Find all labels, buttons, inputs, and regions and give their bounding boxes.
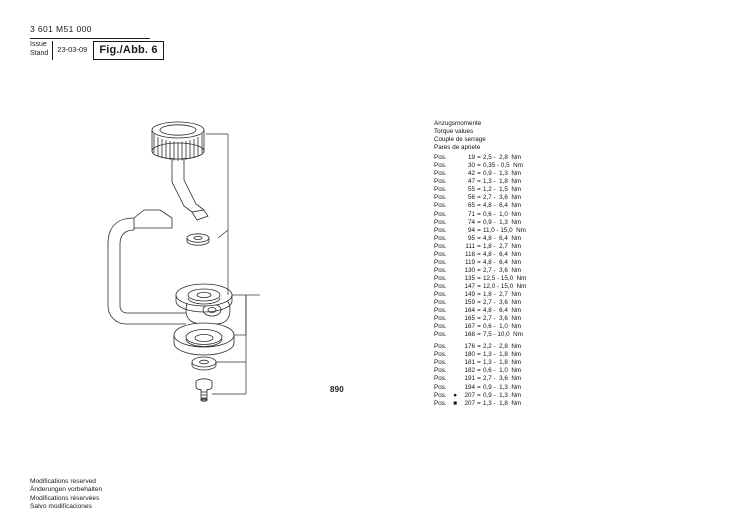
torque-mark [450,323,458,331]
torque-value: 0,9 - 1,3 Nm [483,391,522,399]
torque-equals: = [477,351,481,359]
torque-pos-number: 74 [467,218,475,226]
torque-value: 2,2 - 2,8 Nm [483,343,522,351]
torque-equals: = [477,226,481,234]
torque-value: 7,5 - 10,0 Nm [483,331,523,339]
torque-pos-label: Pos. [434,323,447,331]
torque-equals: = [477,331,481,339]
torque-pos-number: 111 [465,242,475,250]
torque-value: 12,5 - 15,0 Nm [483,274,527,282]
torque-mark [450,178,458,186]
torque-pos-label: Pos. [434,242,447,250]
torque-pos-number: 180 [464,351,475,359]
issue-labels [30,41,52,58]
torque-value: 1,3 - 1,8 Nm [483,399,522,407]
torque-row [434,211,614,219]
torque-mark: ■ [453,399,457,407]
torque-equals: = [477,186,481,194]
torque-value: 4,8 - 6,4 Nm [483,258,522,266]
torque-value: 2,7 - 3,6 Nm [483,375,522,383]
torque-equals: = [477,367,481,375]
torque-pos-label: Pos. [434,234,447,242]
issue-label-de: Stand [30,49,49,57]
torque-value: 2,7 - 3,6 Nm [483,194,522,202]
torque-value: 2,7 - 3,6 Nm [483,266,522,274]
flange-disc-lower [174,323,234,355]
torque-value: 11,0 - 15,0 Nm [483,226,526,234]
torque-row [434,392,614,400]
torque-pos-number: 19 [467,154,475,162]
torque-values-table [434,120,614,408]
torque-row [434,351,614,359]
torque-pos-label: Pos. [434,154,447,162]
figure-box: Fig./Abb. 6 [93,41,163,60]
torque-title-es: Pares de apriete [434,144,481,152]
torque-mark [450,283,458,291]
torque-equals: = [477,375,481,383]
torque-equals: = [477,218,481,226]
torque-pos-label: Pos. [434,331,447,339]
torque-pos-label: Pos. [434,210,447,218]
torque-row [434,299,614,307]
torque-pos-number: 56 [467,194,475,202]
torque-mark [450,275,458,283]
torque-value: 1,3 - 1,8 Nm [483,351,522,359]
torque-row [434,170,614,178]
torque-value: 0,35 - 0,5 Nm [483,162,523,170]
torque-pos-number: 95 [467,234,475,242]
illustration-svg [100,110,430,420]
document-footer [30,478,102,512]
torque-equals: = [477,383,481,391]
torque-pos-label: Pos. [434,282,447,290]
torque-pos-number: 47 [467,178,475,186]
torque-value: 1,8 - 2,7 Nm [483,290,522,298]
torque-equals: = [477,274,481,282]
issue-row [30,41,330,60]
torque-pos-label: Pos. [434,186,447,194]
footer-line-fr: Modifications réservées [30,494,100,502]
torque-pos-number: 94 [467,226,475,234]
torque-row [434,178,614,186]
torque-value: 0,6 - 1,0 Nm [483,367,522,375]
exploded-view-illustration [100,110,430,420]
torque-equals: = [477,343,481,351]
torque-mark [450,162,458,170]
torque-mark: ● [453,391,457,399]
torque-pos-number: 55 [467,186,475,194]
torque-row [434,331,614,339]
torque-value: 2,7 - 3,6 Nm [483,299,522,307]
torque-pos-number: 165 [464,315,475,323]
torque-equals: = [477,250,481,258]
torque-mark [450,243,458,251]
torque-mark [450,351,458,359]
torque-mark [450,194,458,202]
torque-value: 4,8 - 6,4 Nm [483,307,522,315]
torque-pos-number: 194 [464,383,475,391]
torque-row [434,359,614,367]
torque-row [434,251,614,259]
torque-mark [450,259,458,267]
knob-head [152,122,204,161]
knob-shaft [172,158,208,220]
torque-pos-label: Pos. [434,307,447,315]
torque-equals: = [477,194,481,202]
torque-pos-number: 119 [464,258,475,266]
footer-line-en: Modifications reserved [30,477,96,485]
torque-pos-label: Pos. [434,383,447,391]
torque-mark [450,170,458,178]
torque-value: 1,3 - 1,8 Nm [483,178,522,186]
torque-pos-label: Pos. [434,202,447,210]
torque-pos-label: Pos. [434,399,447,407]
torque-title-fr: Couple de serrage [434,136,486,144]
torque-equals: = [477,282,481,290]
torque-row [434,267,614,275]
torque-pos-label: Pos. [434,258,447,266]
torque-mark [450,375,458,383]
torque-pos-label: Pos. [434,315,447,323]
torque-title-de: Anzugsmomente [434,120,482,127]
torque-pos-number: 181 [464,359,475,367]
issue-date: 23-03-09 [57,45,88,54]
torque-row [434,367,614,375]
torque-equals: = [477,162,481,170]
screw [196,379,212,401]
torque-pos-label: Pos. [434,218,447,226]
torque-row [434,259,614,267]
torque-pos-label: Pos. [434,343,447,351]
bracket-arm [108,210,186,324]
torque-equals: = [477,323,481,331]
torque-equals: = [477,290,481,298]
torque-mark [450,315,458,323]
torque-row [434,202,614,210]
torque-equals: = [477,242,481,250]
torque-pos-number: 135 [464,274,475,282]
footer-line-de: Änderungen vorbehalten [30,486,103,494]
callout-890-label: 890 [330,385,344,394]
torque-value: 0,9 - 1,3 Nm [483,383,522,391]
torque-mark [450,251,458,259]
torque-pos-label: Pos. [434,250,447,258]
torque-mark [450,227,458,235]
torque-mark [450,384,458,392]
torque-equals: = [477,359,481,367]
torque-row [434,275,614,283]
torque-pos-label: Pos. [434,290,447,298]
torque-mark [450,267,458,275]
torque-value: 1,2 - 1,5 Nm [483,186,522,194]
torque-pos-label: Pos. [434,170,447,178]
torque-row [434,375,614,383]
torque-row [434,315,614,323]
torque-pos-label: Pos. [434,194,447,202]
torque-pos-label: Pos. [434,162,447,170]
torque-pos-number: 130 [464,266,475,274]
torque-pos-number: 159 [464,299,475,307]
torque-value: 2,5 - 2,8 Nm [483,154,522,162]
torque-mark [450,359,458,367]
torque-equals: = [477,391,481,399]
torque-row [434,162,614,170]
torque-pos-label: Pos. [434,367,447,375]
torque-equals: = [477,266,481,274]
torque-equals: = [477,307,481,315]
torque-pos-label: Pos. [434,226,447,234]
torque-pos-label: Pos. [434,359,447,367]
torque-pos-number: 42 [467,170,475,178]
torque-row [434,243,614,251]
torque-row [434,384,614,392]
torque-mark [450,343,458,351]
torque-equals: = [477,210,481,218]
torque-equals: = [477,315,481,323]
torque-equals: = [477,258,481,266]
torque-pos-label: Pos. [434,274,447,282]
torque-value: 12,0 - 15,0 Nm [483,282,527,290]
torque-row [434,291,614,299]
torque-pos-label: Pos. [434,351,447,359]
torque-title-en: Torque values [434,128,474,136]
torque-pos-number: 30 [467,162,475,170]
torque-pos-number: 118 [464,250,475,258]
torque-pos-number: 191 [464,375,475,383]
torque-pos-number: 164 [464,307,475,315]
torque-mark [450,235,458,243]
torque-mark [450,307,458,315]
footer-line-es: Salvo modificaciones [30,503,92,511]
torque-row [434,283,614,291]
torque-row [434,343,614,351]
torque-value: 0,9 - 1,3 Nm [483,170,522,178]
torque-pos-number: 176 [464,343,475,351]
torque-equals: = [477,178,481,186]
torque-equals: = [477,299,481,307]
torque-row [434,219,614,227]
torque-value: 0,6 - 1,0 Nm [483,210,522,218]
torque-equals: = [477,399,481,407]
small-washer-lower [192,357,216,370]
header-divider [30,38,150,39]
torque-mark [450,219,458,227]
torque-row-list [434,154,614,407]
torque-row [434,186,614,194]
document-header [30,24,330,60]
torque-pos-label: Pos. [434,391,447,399]
torque-mark [450,186,458,194]
torque-pos-number: 207 [464,391,475,399]
torque-pos-number: 149 [464,290,475,298]
torque-pos-label: Pos. [434,375,447,383]
torque-value: 1,8 - 2,7 Nm [483,242,522,250]
part-number: 3 601 M51 000 [30,24,92,34]
torque-pos-number: 65 [467,202,475,210]
torque-value: 0,6 - 1,0 Nm [483,323,522,331]
torque-value: 1,3 - 1,8 Nm [483,359,522,367]
issue-separator [52,41,53,60]
torque-row [434,323,614,331]
torque-mark [450,367,458,375]
torque-value: 2,7 - 3,6 Nm [483,315,522,323]
torque-pos-number: 168 [464,331,475,339]
torque-row [434,235,614,243]
torque-pos-number: 71 [467,210,475,218]
torque-pos-label: Pos. [434,299,447,307]
torque-pos-number: 147 [464,282,475,290]
torque-title [434,120,614,152]
torque-equals: = [477,202,481,210]
torque-mark [450,331,458,339]
torque-pos-number: 182 [464,367,475,375]
torque-pos-number: 207 [464,399,475,407]
torque-row [434,307,614,315]
torque-equals: = [477,234,481,242]
torque-mark [450,211,458,219]
torque-equals: = [477,170,481,178]
torque-value: 4,8 - 6,4 Nm [483,250,522,258]
torque-pos-label: Pos. [434,178,447,186]
callout-leader-lines [206,134,260,394]
issue-label-en: Issue [30,41,47,48]
torque-pos-label: Pos. [434,266,447,274]
torque-value: 4,8 - 6,4 Nm [483,234,522,242]
torque-mark [450,154,458,162]
torque-value: 4,8 - 6,4 Nm [483,202,522,210]
torque-equals: = [477,154,481,162]
torque-mark [450,202,458,210]
torque-mark [450,291,458,299]
torque-row [434,400,614,408]
torque-value: 0,9 - 1,3 Nm [483,218,522,226]
torque-mark [450,299,458,307]
torque-row [434,227,614,235]
torque-row [434,194,614,202]
torque-row [434,154,614,162]
torque-pos-number: 167 [464,323,475,331]
small-washer-upper [187,234,209,245]
